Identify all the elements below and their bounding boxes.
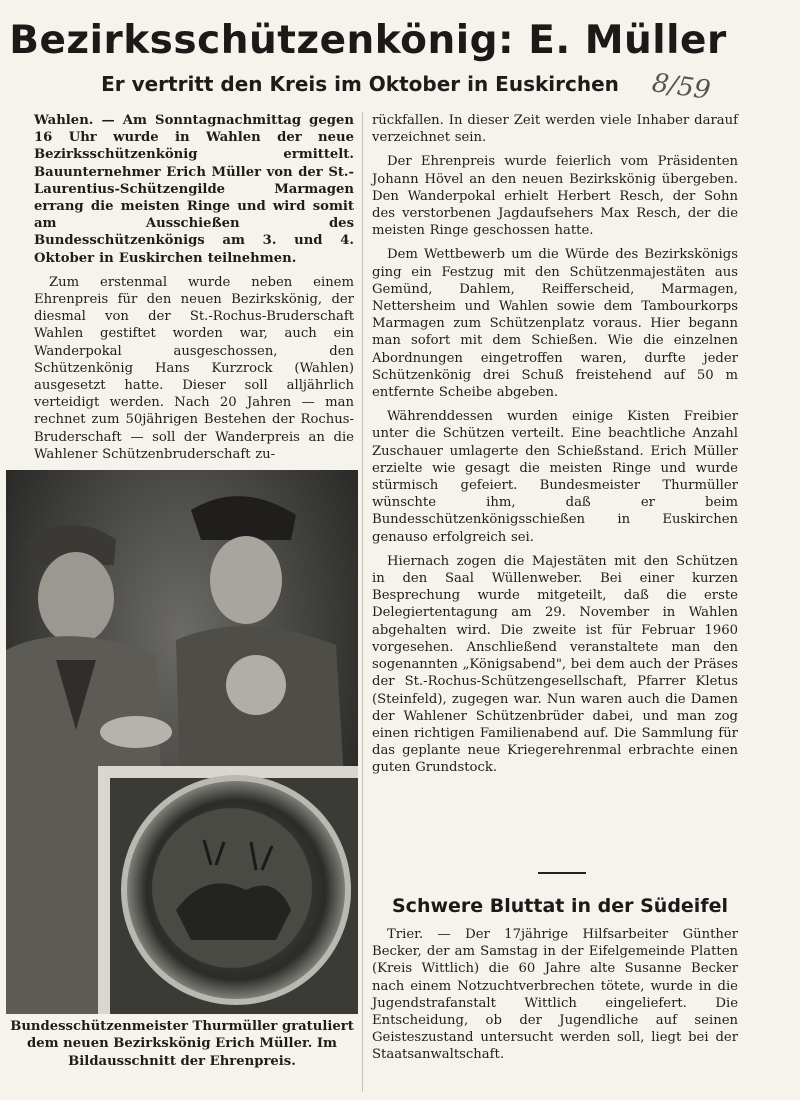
column-rule [362, 112, 363, 1092]
article-paragraph: Der Ehrenpreis wurde feierlich vom Präsidenten Johann Hövel an den neuen Bezirkskönig übergeben. Den Wanderpokal erhielt Herbert Resch, der Sohn des verstorbenen Jagdaufsehers Max Resch, der die meisten Ringe geschossen hatte. [372, 154, 738, 239]
second-article-headline: Schwere Bluttat in der Südeifel [392, 895, 728, 917]
second-article-text: Trier. — Der 17jährige Hilfsarbeiter Günther Becker, der am Samstag in der Eifelgemeinde Platten (Kreis Wittlich) die 60 Jahre alte Susanne Becker nach einem Notzuchtverbrechen tötete, wurde in die Jugendstrafanstalt Wittlich eingeliefert. Die Entscheidung, ob der Jugendliche auf seinen Geisteszustand untersucht werden soll, liegt bei der Staatsanwaltschaft. [372, 927, 738, 1063]
photo-caption: Bundesschützenmeister Thurmüller gratuliert dem neuen Bezirkskönig Erich Müller. Im Bildausschnitt der Ehrenpreis. [10, 1019, 354, 1069]
article-lead: Wahlen. — Am Sonntagnachmittag gegen 16 Uhr wurde in Wahlen der neue Bezirksschützenkönig ermittelt. Bauunternehmer Erich Müller von der St.-Laurentius-Schützengilde Marmagen errang die meisten Ringe und wird somit am Ausschießen des Bundesschützenkönigs am 3. und 4. Oktober in Euskirchen teilnehmen. [34, 113, 354, 266]
article-paragraph: Hiernach zogen die Majestäten mit den Schützen in den Saal Wüllenweber. Bei einer kurzen Besprechung wurde mitgeteilt, daß die erste Delegiertentagung am 29. November in Wahlen abgehalten wird. Die zweite ist für Februar 1960 vorgesehen. Anschließend veranstaltete man den sogenannten „Königsabend", bei dem auch der Präses der St.-Rochus-Schützengesellschaft, Pfarrer Kletus (Steinfeld), zugegen war. Nun waren auch die Damen der Wahlener Schützenbrüder dabei, und man zog einen richtigen Familienabend auf. Die Sammlung für das geplante neue Kriegerehrenmal erbrachte einen guten Grundstock. [372, 553, 738, 776]
news-photo [6, 470, 358, 1014]
article-column-right [372, 112, 738, 784]
article-paragraph: Währenddessen wurden einige Kisten Freibier unter die Schützen verteilt. Eine beachtliche Anzahl Zuschauer umlagerte den Schießstand. Erich Müller erzielte wie gesagt die meisten Ringe und wurde stürmisch gefeiert. Bundesmeister Thurmüller wünschte ihm, daß er beim Bundesschützenkönigsschießen in Euskirchen genauso erfolgreich sei. [372, 409, 738, 545]
article-paragraph-continued: rückfallen. In dieser Zeit werden viele Inhaber darauf verzeichnet sein. [372, 113, 738, 146]
second-article-column [372, 926, 738, 1071]
subheadline: Er vertritt den Kreis im Oktober in Euskirchen [101, 72, 619, 96]
article-paragraph: Dem Wettbewerb um die Würde des Bezirkskönigs ging ein Festzug mit den Schützenmajestäten aus Gemünd, Dahlem, Reifferscheid, Marmagen, Nettersheim und Wahlen sowie dem Tambourkorps Marmagen zum Schützenplatz voraus. Hier begann man sofort mit dem Schießen. Wie die einzelnen Abordnungen eingetroffen waren, durfte jeder Schützenkönig drei Schuß freistehend auf 50 m entfernte Scheibe abgeben. [372, 247, 738, 401]
article-paragraph: Zum erstenmal wurde neben einem Ehrenpreis für den neuen Bezirkskönig, der diesmal von der St.-Rochus-Bruderschaft Wahlen gestiftet worden war, auch ein Wanderpokal ausgeschossen, den Schützenkönig Hans Kurzrock (Wahlen) ausgesetzt hatte. Dieser soll alljährlich verteidigt werden. Nach 20 Jahren — man rechnet zum 50jährigen Bestehen der Rochus-Bruderschaft — soll der Wanderpreis an die Wahlener Schützenbruderschaft zu- [34, 274, 354, 462]
handwritten-note: 8/59 [650, 68, 713, 106]
headline: Bezirksschützenkönig: E. Müller [9, 18, 727, 63]
article-column-left [34, 112, 354, 470]
photo-image [6, 470, 358, 1014]
article-divider [538, 872, 586, 874]
